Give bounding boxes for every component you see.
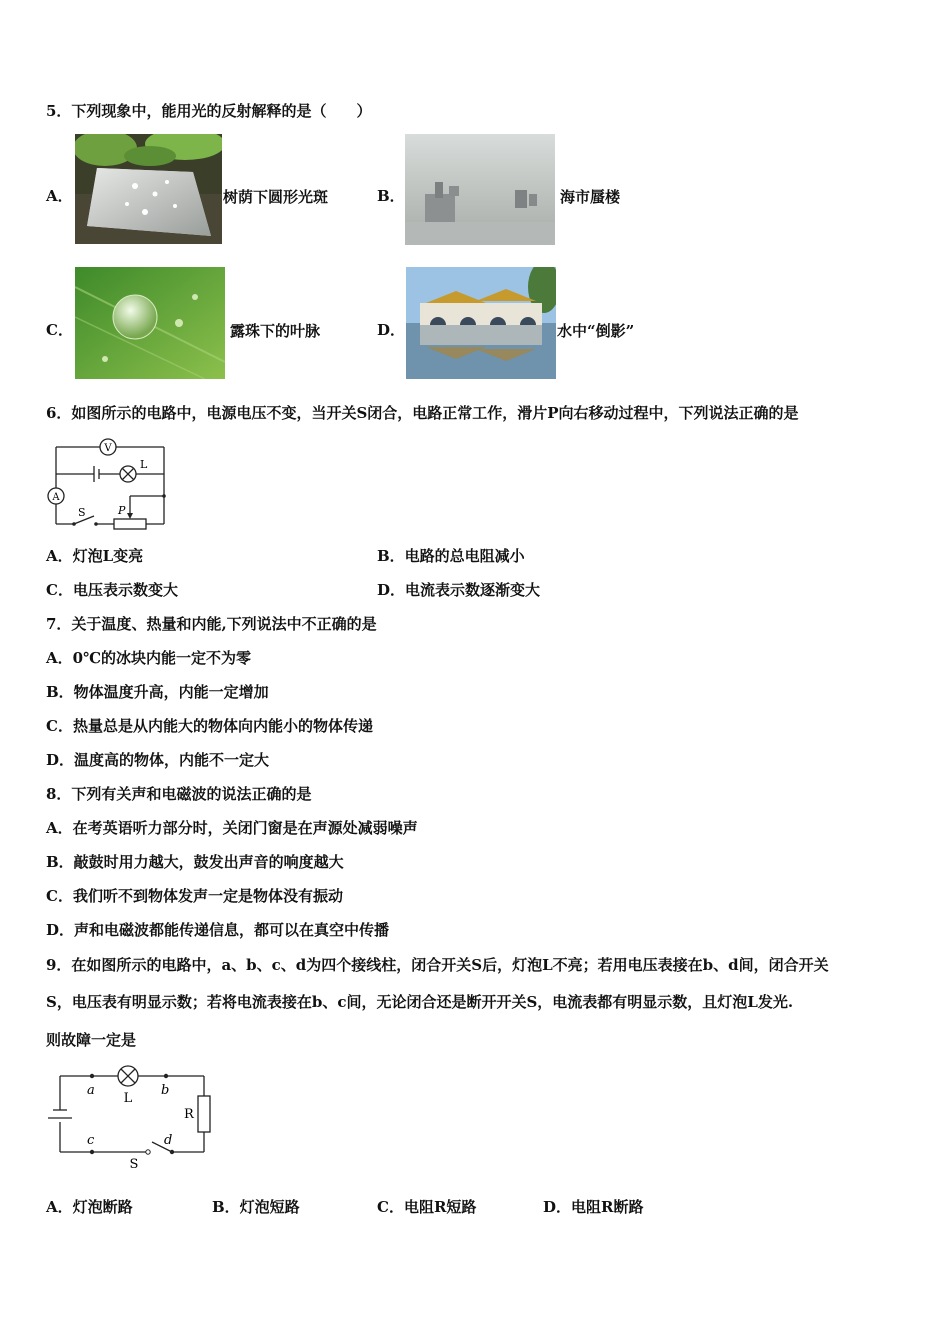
terminal-b-label: b bbox=[161, 1083, 170, 1098]
q9-circuit-diagram bbox=[42, 1060, 222, 1172]
voltmeter-label: V bbox=[104, 443, 112, 454]
q6-circuit-diagram bbox=[44, 436, 174, 532]
resistor-label: R bbox=[184, 1107, 194, 1122]
lamp-label: L bbox=[140, 458, 148, 471]
q9-stem-line-3: 则故障一定是 bbox=[46, 1031, 137, 1049]
q8-stem: 8．下列有关声和电磁波的说法正确的是 bbox=[46, 785, 312, 803]
q7-stem: 7．关于温度、热量和内能,下列说法中不正确的是 bbox=[46, 615, 377, 633]
q6-option-c: C．电压表示数变大 bbox=[46, 581, 178, 599]
q5-option-a-letter: A． bbox=[46, 187, 73, 205]
q6-stem: 6．如图所示的电路中，电源电压不变，当开关S闭合，电路正常工作，滑片P向右移动过程中，下列说法正确的是 bbox=[46, 404, 799, 422]
terminal-c-label: c bbox=[87, 1133, 95, 1148]
q8-option-b: B．敲鼓时用力越大，鼓发出声音的响度越大 bbox=[46, 853, 344, 871]
q5-option-b-letter: B． bbox=[377, 187, 405, 205]
terminal-a-label: a bbox=[87, 1083, 95, 1098]
q9-option-d: D．电阻R断路 bbox=[543, 1198, 644, 1216]
q8-option-a: A．在考英语听力部分时，关闭门窗是在声源处减弱噪声 bbox=[46, 819, 418, 837]
q5-stem: 5．下列现象中，能用光的反射解释的是（ ） bbox=[46, 102, 372, 120]
q7-option-d: D．温度高的物体，内能不一定大 bbox=[46, 751, 270, 769]
q5-option-a-caption: 树荫下圆形光斑 bbox=[223, 188, 329, 206]
q8-option-d: D．声和电磁波都能传递信息，都可以在真空中传播 bbox=[46, 921, 390, 939]
q9-stem-line-1: 9．在如图所示的电路中，a、b、c、d为四个接线柱，闭合开关S后，灯泡L不亮；若用电压表接在b、d间，闭合开关 bbox=[46, 956, 829, 974]
q9-option-c: C．电阻R短路 bbox=[377, 1198, 477, 1216]
q5-option-d-letter: D． bbox=[377, 321, 406, 339]
q9-option-a: A．灯泡断路 bbox=[46, 1198, 133, 1216]
q5-option-d-caption: 水中“倒影” bbox=[557, 322, 635, 340]
q9-stem-line-2: S，电压表有明显示数；若将电流表接在b、c间，无论闭合还是断开开关S，电流表都有明显示数，且灯泡L发光. bbox=[46, 993, 794, 1011]
q9-option-b: B．灯泡短路 bbox=[212, 1198, 300, 1216]
q6-option-a: A．灯泡L变亮 bbox=[46, 547, 144, 565]
water-reflection-image bbox=[406, 267, 556, 379]
shade-light-spot-image bbox=[75, 134, 222, 244]
switch-label: S bbox=[129, 1157, 139, 1172]
lamp-label: L bbox=[123, 1091, 133, 1106]
dewdrop-leaf-image bbox=[75, 267, 225, 379]
q7-option-a: A．0℃的冰块内能一定不为零 bbox=[46, 649, 252, 667]
q6-option-b: B．电路的总电阻减小 bbox=[377, 547, 525, 565]
q5-option-b-caption: 海市蜃楼 bbox=[560, 188, 621, 206]
q5-option-c-caption: 露珠下的叶脉 bbox=[230, 322, 321, 340]
q7-option-b: B．物体温度升高，内能一定增加 bbox=[46, 683, 269, 701]
q5-option-c-letter: C． bbox=[46, 321, 73, 339]
mirage-image bbox=[405, 134, 555, 245]
q6-option-d: D．电流表示数逐渐变大 bbox=[377, 581, 541, 599]
terminal-d-label: d bbox=[164, 1133, 173, 1148]
switch-label: S bbox=[78, 506, 86, 519]
slider-label: P bbox=[118, 504, 126, 517]
ammeter-label: A bbox=[52, 492, 60, 503]
q8-option-c: C．我们听不到物体发声一定是物体没有振动 bbox=[46, 887, 343, 905]
q7-option-c: C．热量总是从内能大的物体向内能小的物体传递 bbox=[46, 717, 373, 735]
